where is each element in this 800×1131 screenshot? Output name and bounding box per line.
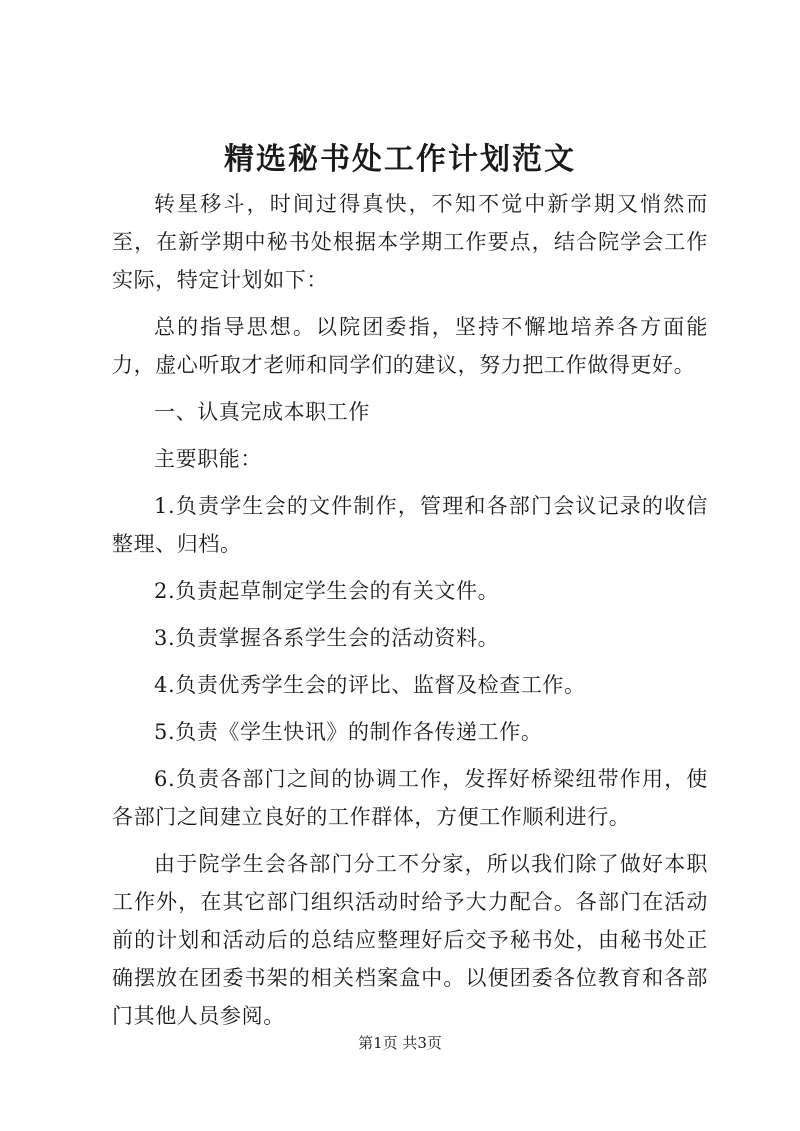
list-item-2: 2.负责起草制定学生会的有关文件。 xyxy=(154,579,500,603)
section-heading-1: 一、认真完成本职工作 xyxy=(154,400,370,424)
paragraph-cooperation: 由于院学生会各部门分工不分家，所以我们除了做好本职工作外，在其它部门组织活动时给予大力配合。各部门在活动前的计划和活动后的总结应整理好后交予秘书处，由秘书处正确摆放在团委书架的相关档案盒中。以便团委各位教育和各部门其他人员参阅。 xyxy=(112,852,708,1028)
document-body xyxy=(112,185,708,1044)
paragraph-main-functions-label: 主要职能： xyxy=(154,447,262,471)
list-item-3: 3.负责掌握各系学生会的活动资料。 xyxy=(154,626,500,650)
document-title: 精选秘书处工作计划范文 xyxy=(224,142,576,177)
paragraph-guiding-thought: 总的指导思想。以院团委指，坚持不懈地培养各方面能力，虚心听取才老师和同学们的建议，努力把工作做得更好。 xyxy=(112,315,708,377)
list-item-1: 1.负责学生会的文件制作，管理和各部门会议记录的收信整理、归档。 xyxy=(112,494,708,556)
list-item-4: 4.负责优秀学生会的评比、监督及检查工作。 xyxy=(154,673,586,697)
page-footer: 第1页 共3页 xyxy=(358,1034,442,1052)
paragraph-intro: 转星移斗，时间过得真快，不知不觉中新学期又悄然而至，在新学期中秘书处根据本学期工作要点，结合院学会工作实际，特定计划如下： xyxy=(112,192,708,292)
list-item-6: 6.负责各部门之间的协调工作，发挥好桥梁纽带作用，使各部门之间建立良好的工作群体，方便工作顺利进行。 xyxy=(112,767,708,829)
list-item-5: 5.负责《学生快讯》的制作各传递工作。 xyxy=(154,720,543,744)
